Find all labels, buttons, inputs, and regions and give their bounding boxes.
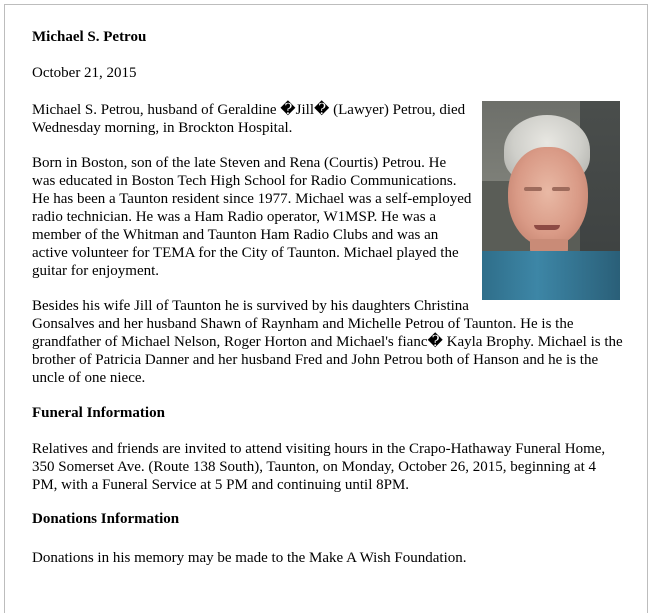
obituary-paragraph-3: Besides his wife Jill of Taunton he is survived by his daughters Christina Gonsalves and her husband Shawn of Raynham and Michelle Petrou of Taunton. He is the grandfather of Michael Nelson, Roger Horton and Michael's fianc� Kayla Brophy. Michael is the brother of Patricia Danner and her husband Fred and John Petrou both of Hanson and he is the uncle of one niece. bbox=[32, 298, 623, 386]
obituary-paragraph-2: Born in Boston, son of the late Steven and Rena (Courtis) Petrou. He was educated in Boston Tech High School for Radio Communications. He has been a Taunton resident since 1977. Michael was a self-employed radio technician. He was a Ham Radio operator, W1MSP. He was a member of the Whitman and Taunton Ham Radio Clubs and was an active volunteer for TEMA for the City of Taunton. Michael played the guitar for enjoyment. bbox=[32, 155, 472, 279]
obituary-content bbox=[32, 28, 624, 567]
obituary-date: October 21, 2015 bbox=[32, 65, 137, 81]
obituary-name: Michael S. Petrou bbox=[32, 29, 147, 45]
portrait-photo bbox=[482, 101, 620, 300]
funeral-text: Relatives and friends are invited to attend visiting hours in the Crapo-Hathaway Funeral Home, 350 Somerset Ave. (Route 138 South), Taunton, on Monday, October 26, 2015, beginning at 4 PM, with a Funeral Service at 5 PM and continuing until 8PM. bbox=[32, 441, 606, 493]
donations-heading: Donations Information bbox=[32, 511, 180, 527]
funeral-heading: Funeral Information bbox=[32, 405, 165, 421]
obituary-intro-block bbox=[32, 101, 624, 387]
donations-text: Donations in his memory may be made to the Make A Wish Foundation. bbox=[32, 550, 467, 566]
obituary-paragraph-1: Michael S. Petrou, husband of Geraldine �Jill� (Lawyer) Petrou, died Wednesday morning, in Brockton Hospital. bbox=[32, 102, 466, 136]
